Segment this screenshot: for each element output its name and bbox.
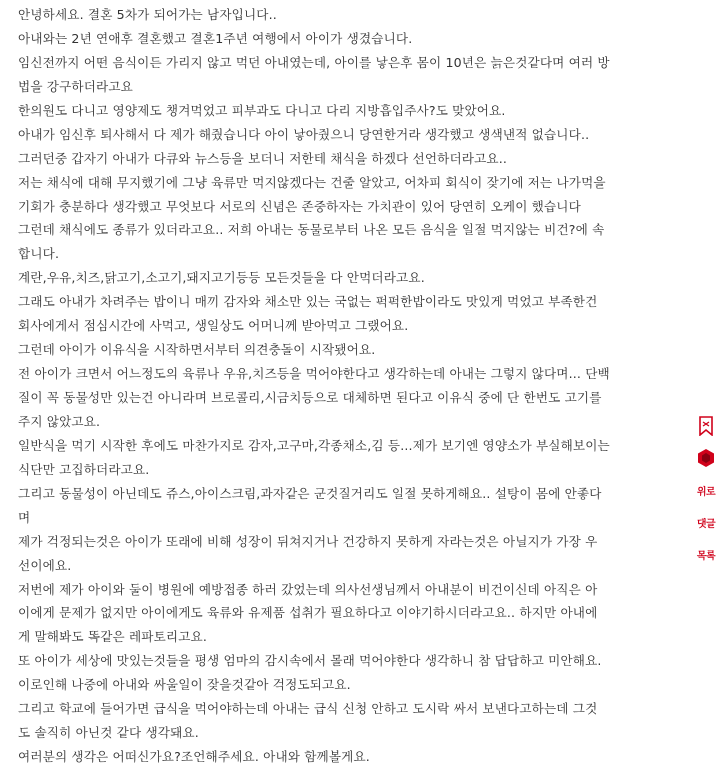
scroll-top-button[interactable] [692,476,720,504]
side-toolbar [692,412,720,572]
post-line: 임신전까지 어떤 음식이든 가리지 않고 먹던 아내였는데, 아이를 낳은후 몸이 10년은 늙은것같다며 여러 방 [18,54,610,70]
post-line: 기회가 충분하다 생각했고 무엇보다 서로의 신념은 존중하자는 가치관이 있어 당연히 오케이 했습니다 [18,198,581,214]
list-button[interactable] [692,540,720,568]
post-line: 그래도 아내가 차려주는 밥이니 매끼 감자와 채소만 있는 국없는 퍽퍽한밥이라도 맛있게 먹었고 부족한건 [18,294,598,310]
post-line: 법을 강구하더라고요 [18,78,133,94]
post-line: 그런데 아이가 이유식을 시작하면서부터 의견충돌이 시작됐어요. [18,342,376,358]
post-line: 이로인해 나중에 아내와 싸울일이 잦을것같아 걱정도되고요. [18,677,351,693]
post-line: 한의원도 다니고 영양제도 챙겨먹었고 피부과도 다니고 다리 지방흡입주사?도 맞았어요. [18,102,506,118]
post-line: 며 [18,509,31,525]
post-line: 아내가 임신후 퇴사해서 다 제가 해줬습니다 아이 낳아줬으니 당연한거라 생각했고 생색낸적 없습니다.. [18,126,590,142]
post-line: 게 말해봐도 똑같은 레파토리고요. [18,629,208,645]
post-line: 그리고 학교에 들어가면 급식을 먹어야하는데 아내는 급식 신청 안하고 도시락 싸서 보낸다고하는데 그것 [18,701,598,717]
bookmark-icon [697,416,715,436]
share-button[interactable] [692,444,720,472]
red-hexagon-icon [696,448,716,468]
post-line: 그런데 채식에도 종류가 있더라고요.. 저희 아내는 동물로부터 나온 모든 음식을 일절 먹지않는 비건?에 속 [18,222,605,238]
list-label: 목록 [696,550,716,562]
comments-button[interactable] [692,508,720,536]
post-line: 그러던중 갑자기 아내가 다큐와 뉴스등을 보더니 저한테 채식을 하겠다 선언하더라고요.. [18,150,508,166]
post-line: 도 솔직히 아닌것 같다 생각돼요. [18,725,199,741]
post-line: 저는 채식에 대해 무지했기에 그냥 육류만 먹지않겠다는 건줄 알았고, 어차피 회식이 잦기에 저는 나가먹을 [18,174,606,190]
post-line: 계란,우유,치즈,닭고기,소고기,돼지고기등등 모든것들을 다 안먹더라고요. [18,270,425,286]
post-line: 질이 꼭 동물성만 있는건 아니라며 브로콜리,시금치등으로 대체하면 된다고 이유식 중에 단 한번도 고기를 [18,390,602,405]
post-line: 또 아이가 세상에 맛있는것들을 평생 엄마의 감시속에서 몰래 먹어야한다 생각하니 참 답답하고 미안해요. [18,653,602,669]
post-line: 이에게 문제가 없지만 아이에게도 육류와 유제품 섭취가 필요하다고 이야기하시더라고요.. 하지만 아내에 [18,605,598,621]
post-body [18,3,690,769]
post-line: 아내와는 2년 연애후 결혼했고 결혼1주년 여행에서 아이가 생겼습니다. [18,30,413,46]
post-line: 저번에 제가 아이와 둘이 병원에 예방접종 하러 갔었는데 의사선생님께서 아내분이 비건이신데 아직은 아 [18,581,598,597]
comments-label: 댓글 [696,518,716,530]
post-line: 여러분의 생각은 어떠신가요?조언해주세요. 아내와 함께볼게요. [18,749,370,765]
post-line: 안녕하세요. 결혼 5차가 되어가는 남자입니다.. [18,7,277,22]
post-line: 전 아이가 크면서 어느정도의 육류나 우유,치즈등을 먹어야한다고 생각하는데 아내는 그렇지 않다며... 단백 [18,366,610,382]
post-line: 합니다. [18,246,60,262]
post-line: 주지 않았고요. [18,413,101,429]
post-line: 식단만 고집하더라고요. [18,461,150,477]
post-line: 그리고 동물성이 아닌데도 쥬스,아이스크림,과자같은 군것질거리도 일절 못하게해요.. 설탕이 몸에 안좋다 [18,485,602,501]
post-line: 회사에게서 점심시간에 사먹고, 생일상도 어머니께 받아먹고 그랬어요. [18,318,409,334]
post-line: 제가 걱정되는것은 아이가 또래에 비해 성장이 뒤쳐지거나 건강하지 못하게 자라는것은 아닐지가 가장 우 [18,533,598,549]
post-line: 선이에요. [18,557,72,573]
bookmark-button[interactable] [692,412,720,440]
post-line: 일반식을 먹기 시작한 후에도 마찬가지로 감자,고구마,각종채소,김 등...제가 보기엔 영양소가 부실해보이는 [18,437,610,453]
scroll-top-label: 위로 [696,486,716,498]
